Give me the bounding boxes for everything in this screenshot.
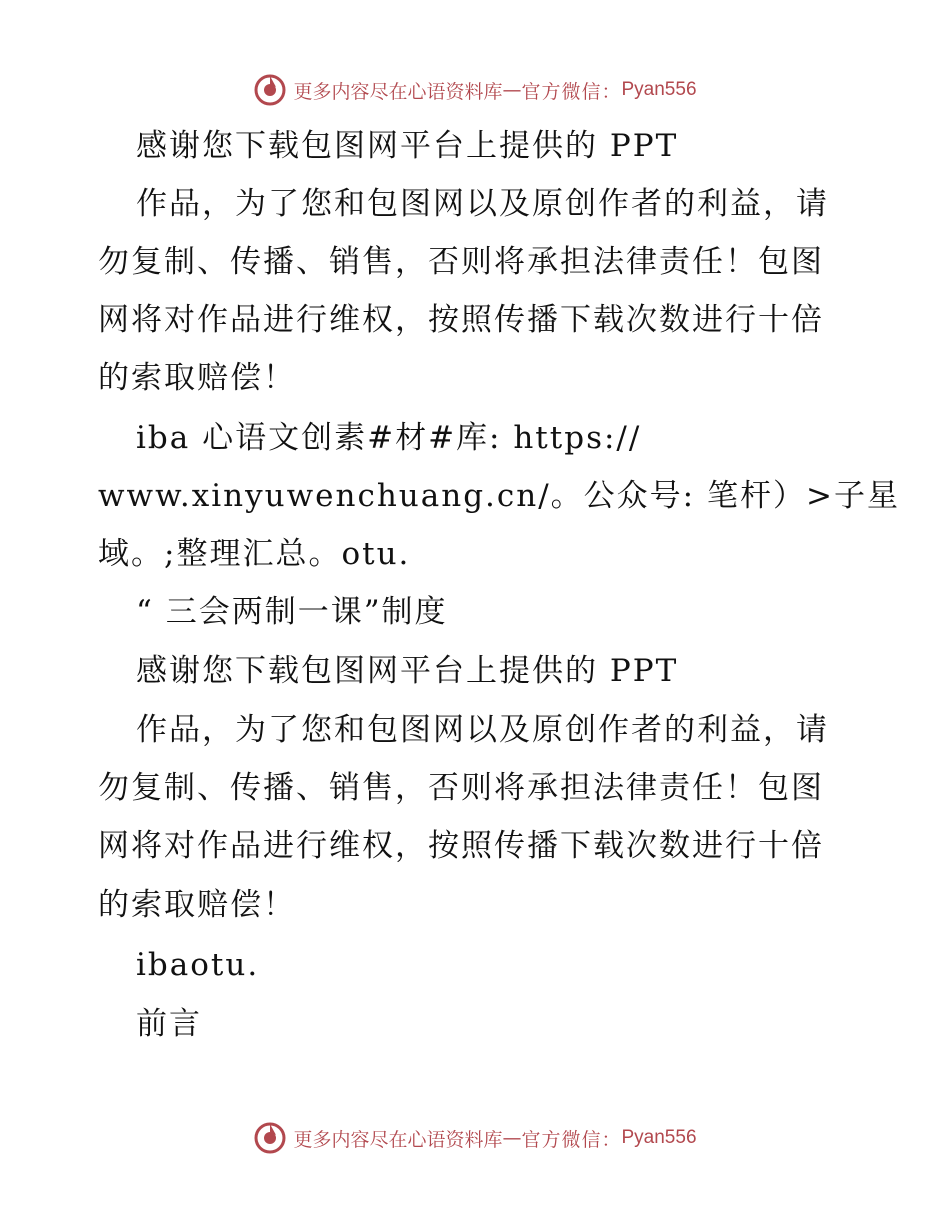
banner-separator: —	[502, 1127, 522, 1149]
paragraph-line: 感谢您下载包图网平台上提供的 PPT	[136, 653, 679, 689]
banner-separator: —	[502, 79, 522, 101]
banner-main-text: 更多内容尽在心语资料库	[293, 1128, 503, 1151]
banner-wechat-label: 官方微信：	[521, 80, 622, 103]
paragraph-line: www.xinyuwenchuang.cn/。公众号: 笔杆）>子星	[98, 478, 900, 514]
paragraph-line: 域。;整理汇总。otu.	[98, 536, 411, 572]
paragraph-line: 作品，为了您和包图网以及原创作者的利益，请	[136, 712, 829, 748]
paragraph-line: 的索取赔偿！	[98, 360, 296, 396]
brand-logo-icon	[253, 1121, 287, 1155]
footer-banner	[0, 1118, 950, 1158]
brand-logo-icon	[253, 73, 287, 107]
paragraph-line: ibaotu.	[136, 947, 260, 983]
paragraph-line: 网将对作品进行维权，按照传播下载次数进行十倍	[98, 828, 824, 864]
paragraph-line: 勿复制、传播、销售，否则将承担法律责任！包图	[98, 770, 824, 806]
header-banner	[0, 70, 950, 110]
paragraph-line: 的索取赔偿！	[98, 887, 296, 923]
paragraph-line: 作品，为了您和包图网以及原创作者的利益，请	[136, 186, 829, 222]
section-heading: “ 三会两制一课”制度	[136, 594, 448, 630]
paragraph-line: 感谢您下载包图网平台上提供的 PPT	[136, 128, 679, 164]
banner-wechat-label: 官方微信：	[521, 1128, 622, 1151]
paragraph-line: 勿复制、传播、销售，否则将承担法律责任！包图	[98, 244, 824, 280]
section-heading: 前言	[136, 1006, 202, 1042]
banner-wechat-id: Pyan556	[621, 1127, 697, 1148]
paragraph-line: 网将对作品进行维权，按照传播下载次数进行十倍	[98, 302, 824, 338]
paragraph-line: iba 心语文创素#材#库: https://	[136, 420, 642, 456]
banner-wechat-id: Pyan556	[621, 79, 697, 100]
banner-main-text: 更多内容尽在心语资料库	[293, 80, 503, 103]
